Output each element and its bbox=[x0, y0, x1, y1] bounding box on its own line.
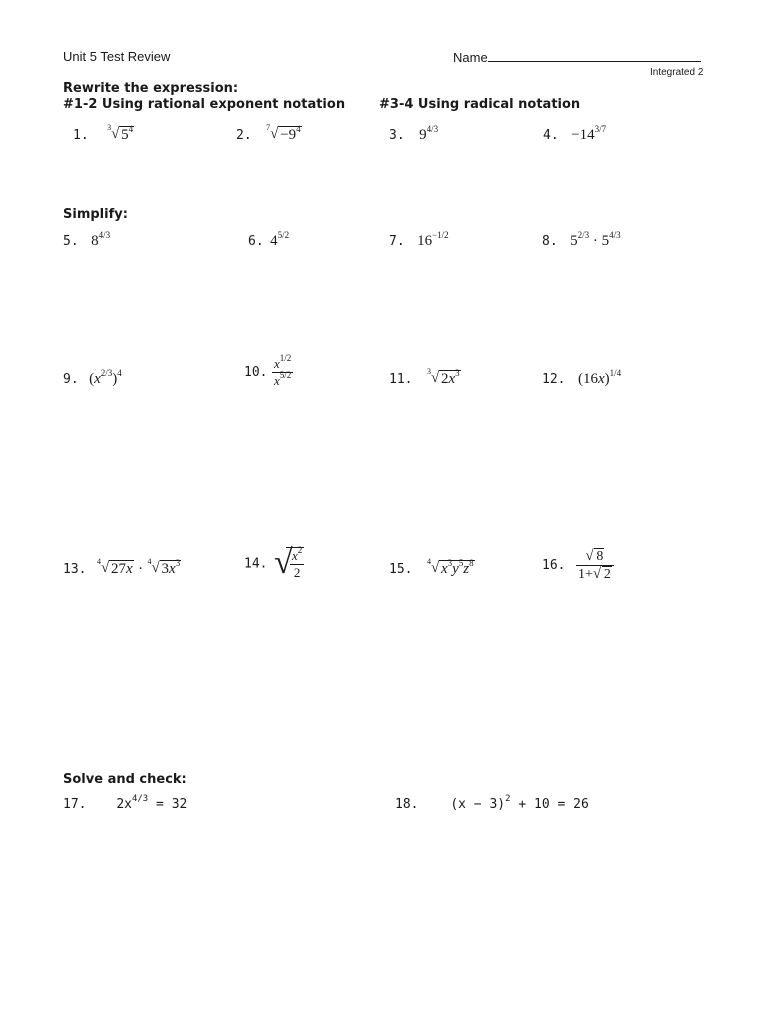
exponent: 8 bbox=[469, 558, 474, 568]
name-label: Name bbox=[453, 50, 488, 65]
problem-number: 13. bbox=[63, 562, 87, 577]
problem-number: 9. bbox=[63, 372, 79, 387]
problem-number: 5. bbox=[63, 234, 79, 249]
radical-sign-icon: √ bbox=[100, 560, 110, 576]
rational-exponent-subheading: #1-2 Using rational exponent notation bbox=[63, 97, 346, 112]
exponent: 2 bbox=[297, 545, 303, 555]
base: 4 bbox=[270, 233, 278, 249]
base: −14 bbox=[571, 127, 595, 143]
exponent: 5/2 bbox=[277, 230, 290, 240]
exponent: 1/2 bbox=[279, 353, 292, 363]
problem-15 bbox=[389, 557, 475, 578]
variable: x bbox=[169, 561, 176, 577]
radical-sign-icon: √ bbox=[585, 548, 594, 564]
close-paren: ) bbox=[604, 371, 610, 387]
radical bbox=[96, 557, 134, 578]
variable: x bbox=[125, 561, 133, 577]
exponent: 3 bbox=[455, 368, 460, 378]
variable: x bbox=[273, 356, 280, 371]
variable: z bbox=[463, 561, 470, 577]
problem-number: 11. bbox=[389, 372, 413, 387]
radical bbox=[266, 123, 301, 144]
course-label: Integrated 2 bbox=[650, 67, 704, 78]
variable: x bbox=[448, 371, 456, 387]
fraction bbox=[272, 353, 293, 389]
problem-number: 2. bbox=[236, 128, 252, 143]
name-field[interactable] bbox=[453, 49, 701, 65]
exponent: 1/4 bbox=[609, 368, 622, 378]
problem-4 bbox=[543, 126, 606, 144]
open-paren: ( bbox=[577, 371, 583, 387]
variable: x bbox=[440, 561, 448, 577]
coefficient: 16 bbox=[582, 371, 598, 387]
exponent: −1/2 bbox=[432, 230, 449, 240]
problem-10 bbox=[244, 353, 293, 389]
exponent: 4/3 bbox=[98, 230, 111, 240]
simplify-heading: Simplify: bbox=[63, 207, 128, 222]
radical bbox=[426, 557, 475, 578]
solve-heading: Solve and check: bbox=[63, 772, 187, 787]
problem-13 bbox=[63, 557, 181, 578]
rhs: + 10 = 26 bbox=[510, 797, 589, 812]
base: 5 bbox=[121, 127, 129, 143]
open-paren: ( bbox=[89, 371, 95, 387]
name-blank-line[interactable] bbox=[488, 49, 701, 62]
variable: y bbox=[452, 561, 459, 577]
problem-number: 4. bbox=[543, 128, 559, 143]
exponent: 3/7 bbox=[594, 124, 607, 134]
problem-9 bbox=[63, 370, 122, 388]
problem-6 bbox=[248, 232, 289, 250]
radical-index: 4 bbox=[426, 557, 431, 566]
fraction bbox=[576, 548, 614, 583]
base: −9 bbox=[280, 127, 297, 143]
radical bbox=[426, 367, 461, 388]
radical-sign-icon: √ bbox=[430, 560, 440, 576]
problem-number: 3. bbox=[389, 128, 405, 143]
exponent: 3 bbox=[447, 558, 453, 568]
radical bbox=[593, 566, 612, 583]
radical-index: 3 bbox=[107, 123, 112, 132]
base: 5 bbox=[601, 233, 610, 249]
base: 9 bbox=[419, 127, 427, 143]
problem-14 bbox=[244, 544, 304, 581]
radical-sign-icon: √ bbox=[430, 370, 440, 386]
radical-sign-icon: √ bbox=[270, 126, 279, 142]
problem-number: 14. bbox=[244, 556, 268, 572]
worksheet-title: Unit 5 Test Review bbox=[63, 49, 171, 64]
problem-number: 18. bbox=[395, 797, 419, 812]
exponent: 3 bbox=[175, 558, 181, 568]
close-paren: ) bbox=[112, 371, 118, 387]
radicand: 2 bbox=[603, 567, 611, 582]
lhs: 2x bbox=[116, 797, 132, 812]
radical-sign-icon: √ bbox=[111, 126, 120, 142]
radical-index: 3 bbox=[426, 367, 431, 376]
exponent: 4 bbox=[296, 124, 301, 134]
exponent: 5/2 bbox=[279, 370, 292, 380]
radical bbox=[585, 548, 604, 565]
problem-number: 1. bbox=[73, 128, 89, 143]
multiply-dot: · bbox=[592, 233, 598, 249]
problem-number: 7. bbox=[389, 234, 405, 249]
variable: x bbox=[273, 373, 280, 388]
problem-1 bbox=[73, 123, 134, 144]
exponent: 4 bbox=[117, 368, 122, 378]
variable: x bbox=[291, 548, 298, 563]
coefficient: 27 bbox=[110, 561, 126, 577]
exponent: 4 bbox=[128, 124, 134, 134]
coefficient: 2 bbox=[440, 371, 449, 387]
exponent: 4/3 bbox=[131, 794, 149, 804]
denominator: 2 bbox=[293, 565, 301, 580]
problem-number: 17. bbox=[63, 797, 87, 812]
rewrite-heading: Rewrite the expression: bbox=[63, 81, 239, 96]
radical-sign-icon: √ bbox=[592, 566, 602, 582]
radical bbox=[107, 123, 134, 144]
radical-sign-icon: √ bbox=[273, 544, 293, 581]
radicand: 8 bbox=[596, 549, 604, 564]
problem-17 bbox=[63, 794, 188, 812]
exponent: 2/3 bbox=[100, 368, 113, 378]
problem-number: 12. bbox=[542, 372, 566, 387]
one-plus: 1+ bbox=[577, 567, 593, 582]
base: 5 bbox=[570, 233, 578, 249]
problem-number: 6. bbox=[248, 234, 264, 249]
problem-3 bbox=[389, 126, 438, 144]
radical-index: 4 bbox=[147, 557, 152, 566]
problem-2 bbox=[236, 123, 302, 144]
radical-index: 7 bbox=[266, 123, 271, 132]
problem-8 bbox=[542, 232, 621, 250]
exponent: 2/3 bbox=[577, 230, 590, 240]
problem-7 bbox=[389, 232, 449, 250]
radical bbox=[147, 557, 182, 578]
radical-index: 4 bbox=[96, 557, 101, 566]
problem-number: 15. bbox=[389, 562, 413, 577]
problem-16 bbox=[542, 548, 614, 583]
radical bbox=[273, 544, 304, 581]
problem-18 bbox=[395, 794, 589, 812]
multiply-dot: · bbox=[138, 561, 144, 577]
problem-5 bbox=[63, 232, 110, 250]
radical-sign-icon: √ bbox=[151, 560, 160, 576]
lhs: (x − 3) bbox=[450, 797, 506, 812]
variable: x bbox=[597, 371, 605, 387]
base: 16 bbox=[417, 233, 433, 249]
exponent: 4/3 bbox=[426, 124, 439, 134]
base: 8 bbox=[91, 233, 99, 249]
rhs: = 32 bbox=[148, 797, 188, 812]
problem-number: 10. bbox=[244, 365, 268, 380]
exponent: 5 bbox=[458, 558, 464, 568]
exponent: 2 bbox=[505, 794, 511, 804]
variable: x bbox=[94, 371, 101, 387]
coefficient: 3 bbox=[161, 561, 170, 577]
problem-11 bbox=[389, 367, 461, 388]
problem-number: 8. bbox=[542, 234, 558, 249]
exponent: 4/3 bbox=[609, 230, 621, 240]
problem-12 bbox=[542, 370, 621, 388]
radical-notation-subheading: #3-4 Using radical notation bbox=[379, 97, 581, 112]
problem-number: 16. bbox=[542, 558, 566, 573]
